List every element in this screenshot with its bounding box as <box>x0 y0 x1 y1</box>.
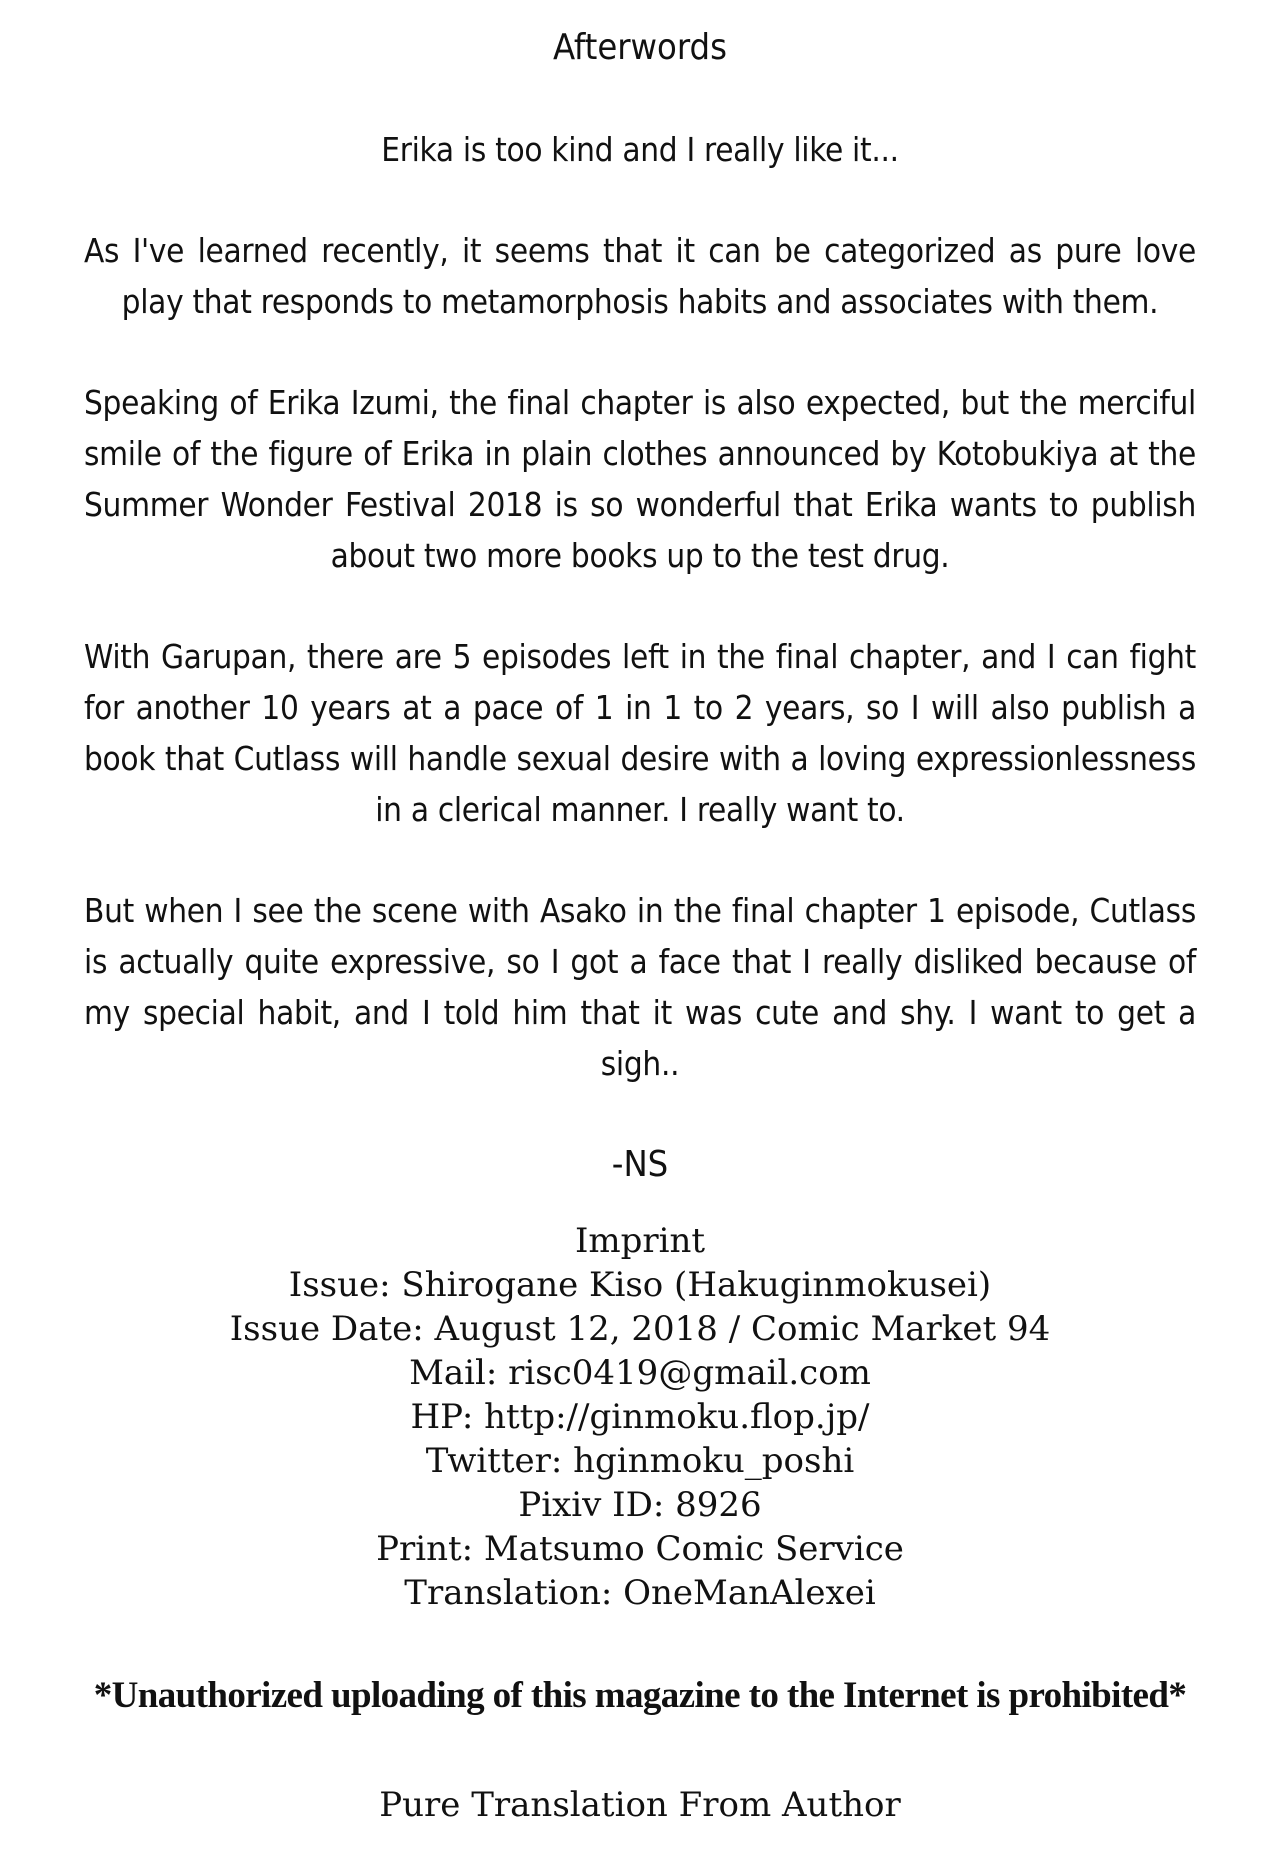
translation-credit: Pure Translation From Author <box>379 1785 901 1825</box>
author-signature: -NS <box>611 1144 669 1185</box>
afterwords-title: Afterwords <box>553 27 727 68</box>
afterwords-paragraph-3: Speaking of Erika Izumi, the final chapter is also expected, but the merciful smile of the figure of Erika in plain clothes announced by Kotobukiya at the Summer Wonder Festival 2018 is so wonderful that Erika wants to publish about two more books up to the test drug. <box>84 383 1196 575</box>
imprint-homepage: HP: http://ginmoku.flop.jp/ <box>410 1397 870 1437</box>
afterwords-paragraph-2: As I've learned recently, it seems that it can be categorized as pure love play that responds to metamorphosis habits and associates with them. <box>84 231 1196 321</box>
imprint-translation: Translation: OneManAlexei <box>404 1573 876 1613</box>
imprint-issue: Issue: Shirogane Kiso (Hakuginmokusei) <box>288 1265 992 1305</box>
afterwords-paragraph-1: Erika is too kind and I really like it... <box>381 130 899 169</box>
afterwords-paragraph-4: With Garupan, there are 5 episodes left in the final chapter, and I can fight for another 10 years at a pace of 1 in 1 to 2 years, so I will also publish a book that Cutlass will handle sexual desire with a loving expressionlessness in a clerical manner. I really want to. <box>84 637 1196 829</box>
imprint-mail: Mail: risc0419@gmail.com <box>409 1353 871 1393</box>
upload-warning: *Unauthorized uploading of this magazine to the Internet is prohibited* <box>93 1675 1187 1716</box>
imprint-title: Imprint <box>574 1221 706 1261</box>
imprint-print: Print: Matsumo Comic Service <box>376 1529 904 1569</box>
afterwords-paragraph-5: But when I see the scene with Asako in the final chapter 1 episode, Cutlass is actually quite expressive, so I got a face that I really disliked because of my special habit, and I told him that it was cute and shy. I want to get a sigh.. <box>84 891 1196 1083</box>
imprint-pixiv-id: Pixiv ID: 8926 <box>518 1485 762 1525</box>
afterwords-section <box>84 22 1196 1191</box>
imprint-twitter: Twitter: hginmoku_poshi <box>425 1441 855 1481</box>
imprint-section <box>84 1219 1196 1615</box>
imprint-issue-date: Issue Date: August 12, 2018 / Comic Market 94 <box>229 1309 1051 1349</box>
